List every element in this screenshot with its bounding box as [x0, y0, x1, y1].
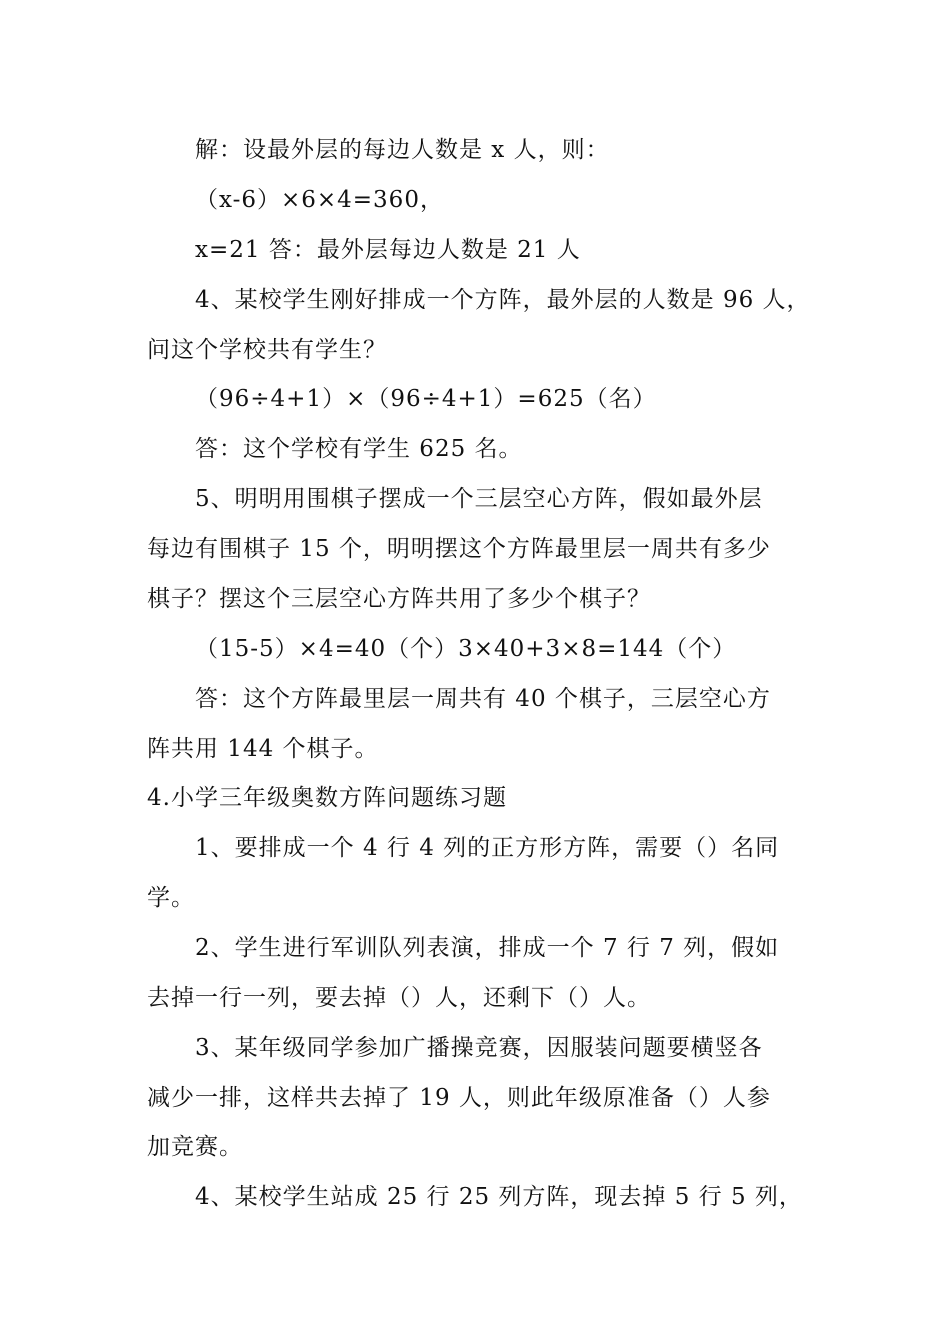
problem-5-answer-line-1: 答：这个方阵最里层一周共有 40 个棋子，三层空心方 — [195, 686, 771, 712]
exercise-3-line-1: 3、某年级同学参加广播操竞赛，因服装问题要横竖各 — [195, 1035, 763, 1061]
exercise-4-line-1: 4、某校学生站成 25 行 25 列方阵，现去掉 5 行 5 列， — [195, 1184, 803, 1210]
section-heading: 4.小学三年级奥数方阵问题练习题 — [147, 785, 507, 811]
answer-line: x=21 答：最外层每边人数是 21 人 — [195, 237, 581, 263]
problem-5-answer-line-2: 阵共用 144 个棋子。 — [147, 736, 379, 762]
exercise-1-line-2: 学。 — [147, 885, 195, 911]
equation-line: （x-6）×6×4=360， — [195, 187, 444, 213]
problem-5-line-1: 5、明明用围棋子摆成一个三层空心方阵，假如最外层 — [195, 486, 763, 512]
problem-4-line-2: 问这个学校共有学生？ — [147, 337, 387, 363]
problem-4-line-1: 4、某校学生刚好排成一个方阵，最外层的人数是 96 人， — [195, 287, 811, 313]
exercise-3-line-2: 减少一排，这样共去掉了 19 人，则此年级原准备（）人参 — [147, 1085, 771, 1111]
problem-5-line-3: 棋子？摆这个三层空心方阵共用了多少个棋子？ — [147, 586, 651, 612]
problem-5-calculation: （15-5）×4=40（个）3×40+3×8=144（个） — [195, 636, 737, 662]
exercise-1-line-1: 1、要排成一个 4 行 4 列的正方形方阵，需要（）名同 — [195, 835, 780, 861]
problem-4-calculation: （96÷4+1）×（96÷4+1）=625（名） — [195, 386, 657, 412]
exercise-2-line-2: 去掉一行一列，要去掉（）人，还剩下（）人。 — [147, 985, 651, 1011]
solution-intro-line: 解：设最外层的每边人数是 x 人，则： — [195, 137, 610, 163]
problem-4-answer: 答：这个学校有学生 625 名。 — [195, 436, 523, 462]
exercise-2-line-1: 2、学生进行军训队列表演，排成一个 7 行 7 列，假如 — [195, 935, 780, 961]
exercise-3-line-3: 加竞赛。 — [147, 1134, 243, 1160]
problem-5-line-2: 每边有围棋子 15 个，明明摆这个方阵最里层一周共有多少 — [147, 536, 771, 562]
